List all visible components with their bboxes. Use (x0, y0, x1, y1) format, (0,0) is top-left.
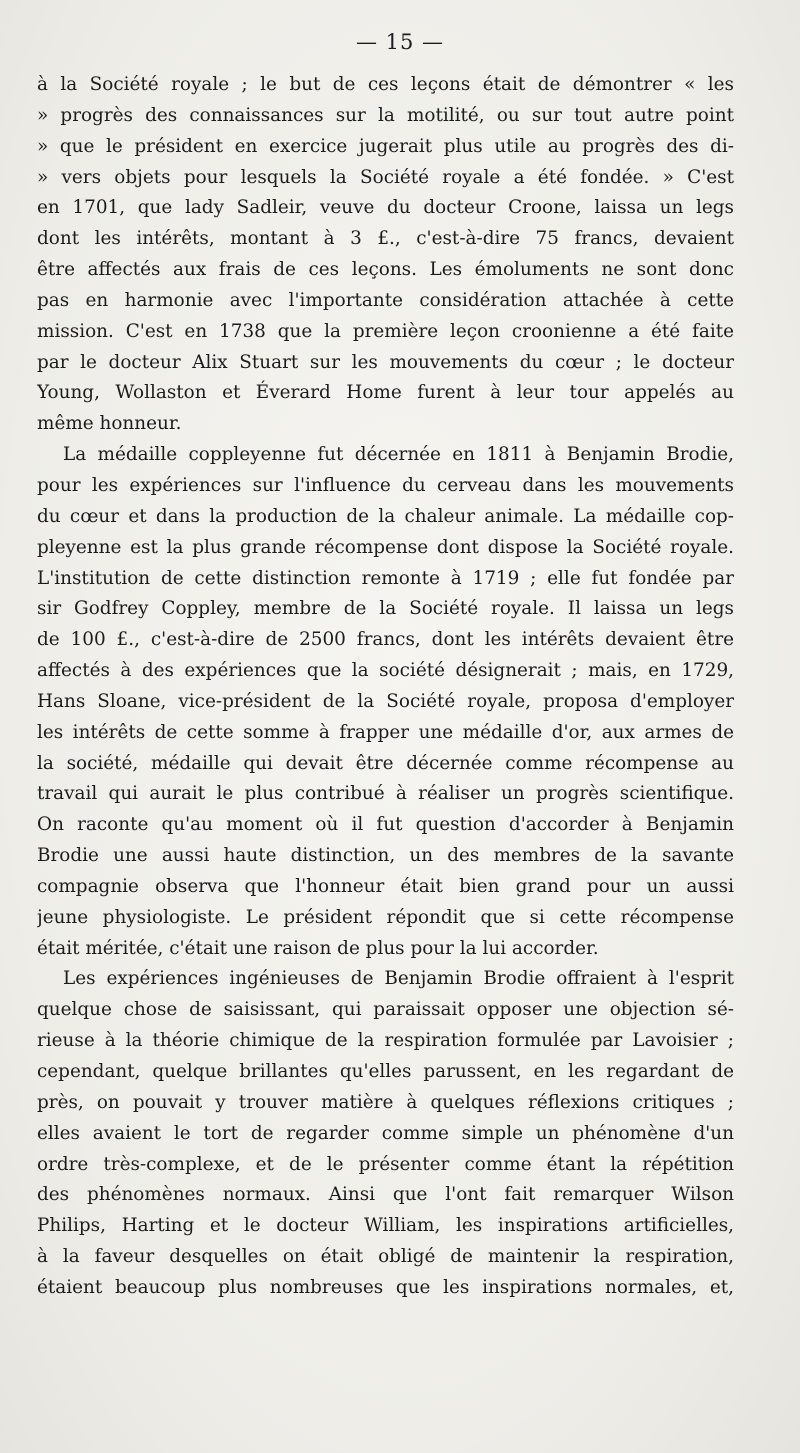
text-line: quelque chose de saisissant, qui paraissait opposer une objection sé- (37, 999, 734, 1021)
text-line: ordre très-complexe, et de le présenter comme étant la répétition (37, 1153, 734, 1175)
text-line: sir Godfrey Coppley, membre de la Société royale. Il laissa un legs (37, 598, 734, 620)
text-line: compagnie observa que l'honneur était bien grand pour un aussi (37, 875, 734, 897)
text-line: cependant, quelque brillantes qu'elles parussent, en les regardant de (37, 1061, 734, 1082)
text-line: » que le président en exercice jugerait plus utile au progrès des di- (37, 135, 734, 157)
text-line: du cœur et dans la production de la chaleur animale. La médaille cop- (37, 505, 734, 527)
text-line: » vers objets pour lesquels la Société royale a été fondée. » C'est (37, 166, 734, 188)
text-line: pour les expériences sur l'influence du cerveau dans les mouvements (37, 474, 734, 496)
text-line: Brodie une aussi haute distinction, un des membres de la savante (37, 845, 734, 867)
text-line: Philips, Harting et le docteur William, les inspirations artificielles, (37, 1215, 734, 1237)
text-line: On raconte qu'au moment où il fut question d'accorder à Benjamin (37, 814, 734, 836)
text-line: près, on pouvait y trouver matière à quelques réflexions critiques ; (37, 1091, 734, 1113)
text-line: rieuse à la théorie chimique de la respiration formulée par Lavoisier ; (37, 1030, 734, 1052)
text-line: La médaille coppleyenne fut décernée en 1811 à Benjamin Brodie, (63, 444, 734, 466)
text-line: être affectés aux frais de ces leçons. Les émoluments ne sont donc (37, 259, 734, 281)
text-line: même honneur. (37, 413, 182, 435)
text-line: Les expériences ingénieuses de Benjamin Brodie offraient à l'esprit (63, 968, 734, 990)
page-number: — 15 — (355, 30, 445, 54)
text-line: à la Société royale ; le but de ces leçons était de démontrer « les (37, 74, 734, 95)
text-line: dont les intérêts, montant à 3 £., c'est-à-dire 75 francs, devaient (37, 228, 734, 250)
text-line: à la faveur desquelles on était obligé de maintenir la respiration, (37, 1246, 734, 1268)
text-line: affectés à des expériences que la société désignerait ; mais, en 1729, (37, 660, 734, 682)
text-line: pleyenne est la plus grande récompense dont dispose la Société royale. (37, 536, 734, 558)
text-line: Young, Wollaston et Éverard Home furent à leur tour appelés au (37, 382, 734, 404)
text-line: étaient beaucoup plus nombreuses que les inspirations normales, et, (37, 1276, 734, 1298)
text-line: mission. C'est en 1738 que la première leçon croonienne a été faite (37, 320, 734, 342)
text-line: pas en harmonie avec l'importante considération attachée à cette (37, 289, 734, 311)
text-line: jeune physiologiste. Le président répondit que si cette récompense (37, 906, 734, 928)
text-line: par le docteur Alix Stuart sur les mouvements du cœur ; le docteur (37, 351, 734, 373)
text-line: la société, médaille qui devait être décernée comme récompense au (37, 752, 734, 774)
text-line: était méritée, c'était une raison de plus pour la lui accorder. (37, 937, 599, 959)
text-line: » progrès des connaissances sur la motilité, ou sur tout autre point (37, 104, 734, 126)
text-line: des phénomènes normaux. Ainsi que l'ont fait remarquer Wilson (37, 1184, 734, 1206)
text-line: travail qui aurait le plus contribué à réaliser un progrès scientifique. (37, 783, 734, 805)
text-line: L'institution de cette distinction remonte à 1719 ; elle fut fondée par (37, 567, 734, 589)
text-line: les intérêts de cette somme à frapper une médaille d'or, aux armes de (37, 721, 734, 743)
text-line: de 100 £., c'est-à-dire de 2500 francs, dont les intérêts devaient être (37, 629, 734, 651)
text-line: Hans Sloane, vice-président de la Société royale, proposa d'employer (37, 690, 734, 712)
body-text (37, 70, 734, 1304)
text-line: en 1701, que lady Sadleir, veuve du docteur Croone, laissa un legs (37, 197, 734, 219)
text-line: elles avaient le tort de regarder comme simple un phénomène d'un (37, 1122, 734, 1144)
